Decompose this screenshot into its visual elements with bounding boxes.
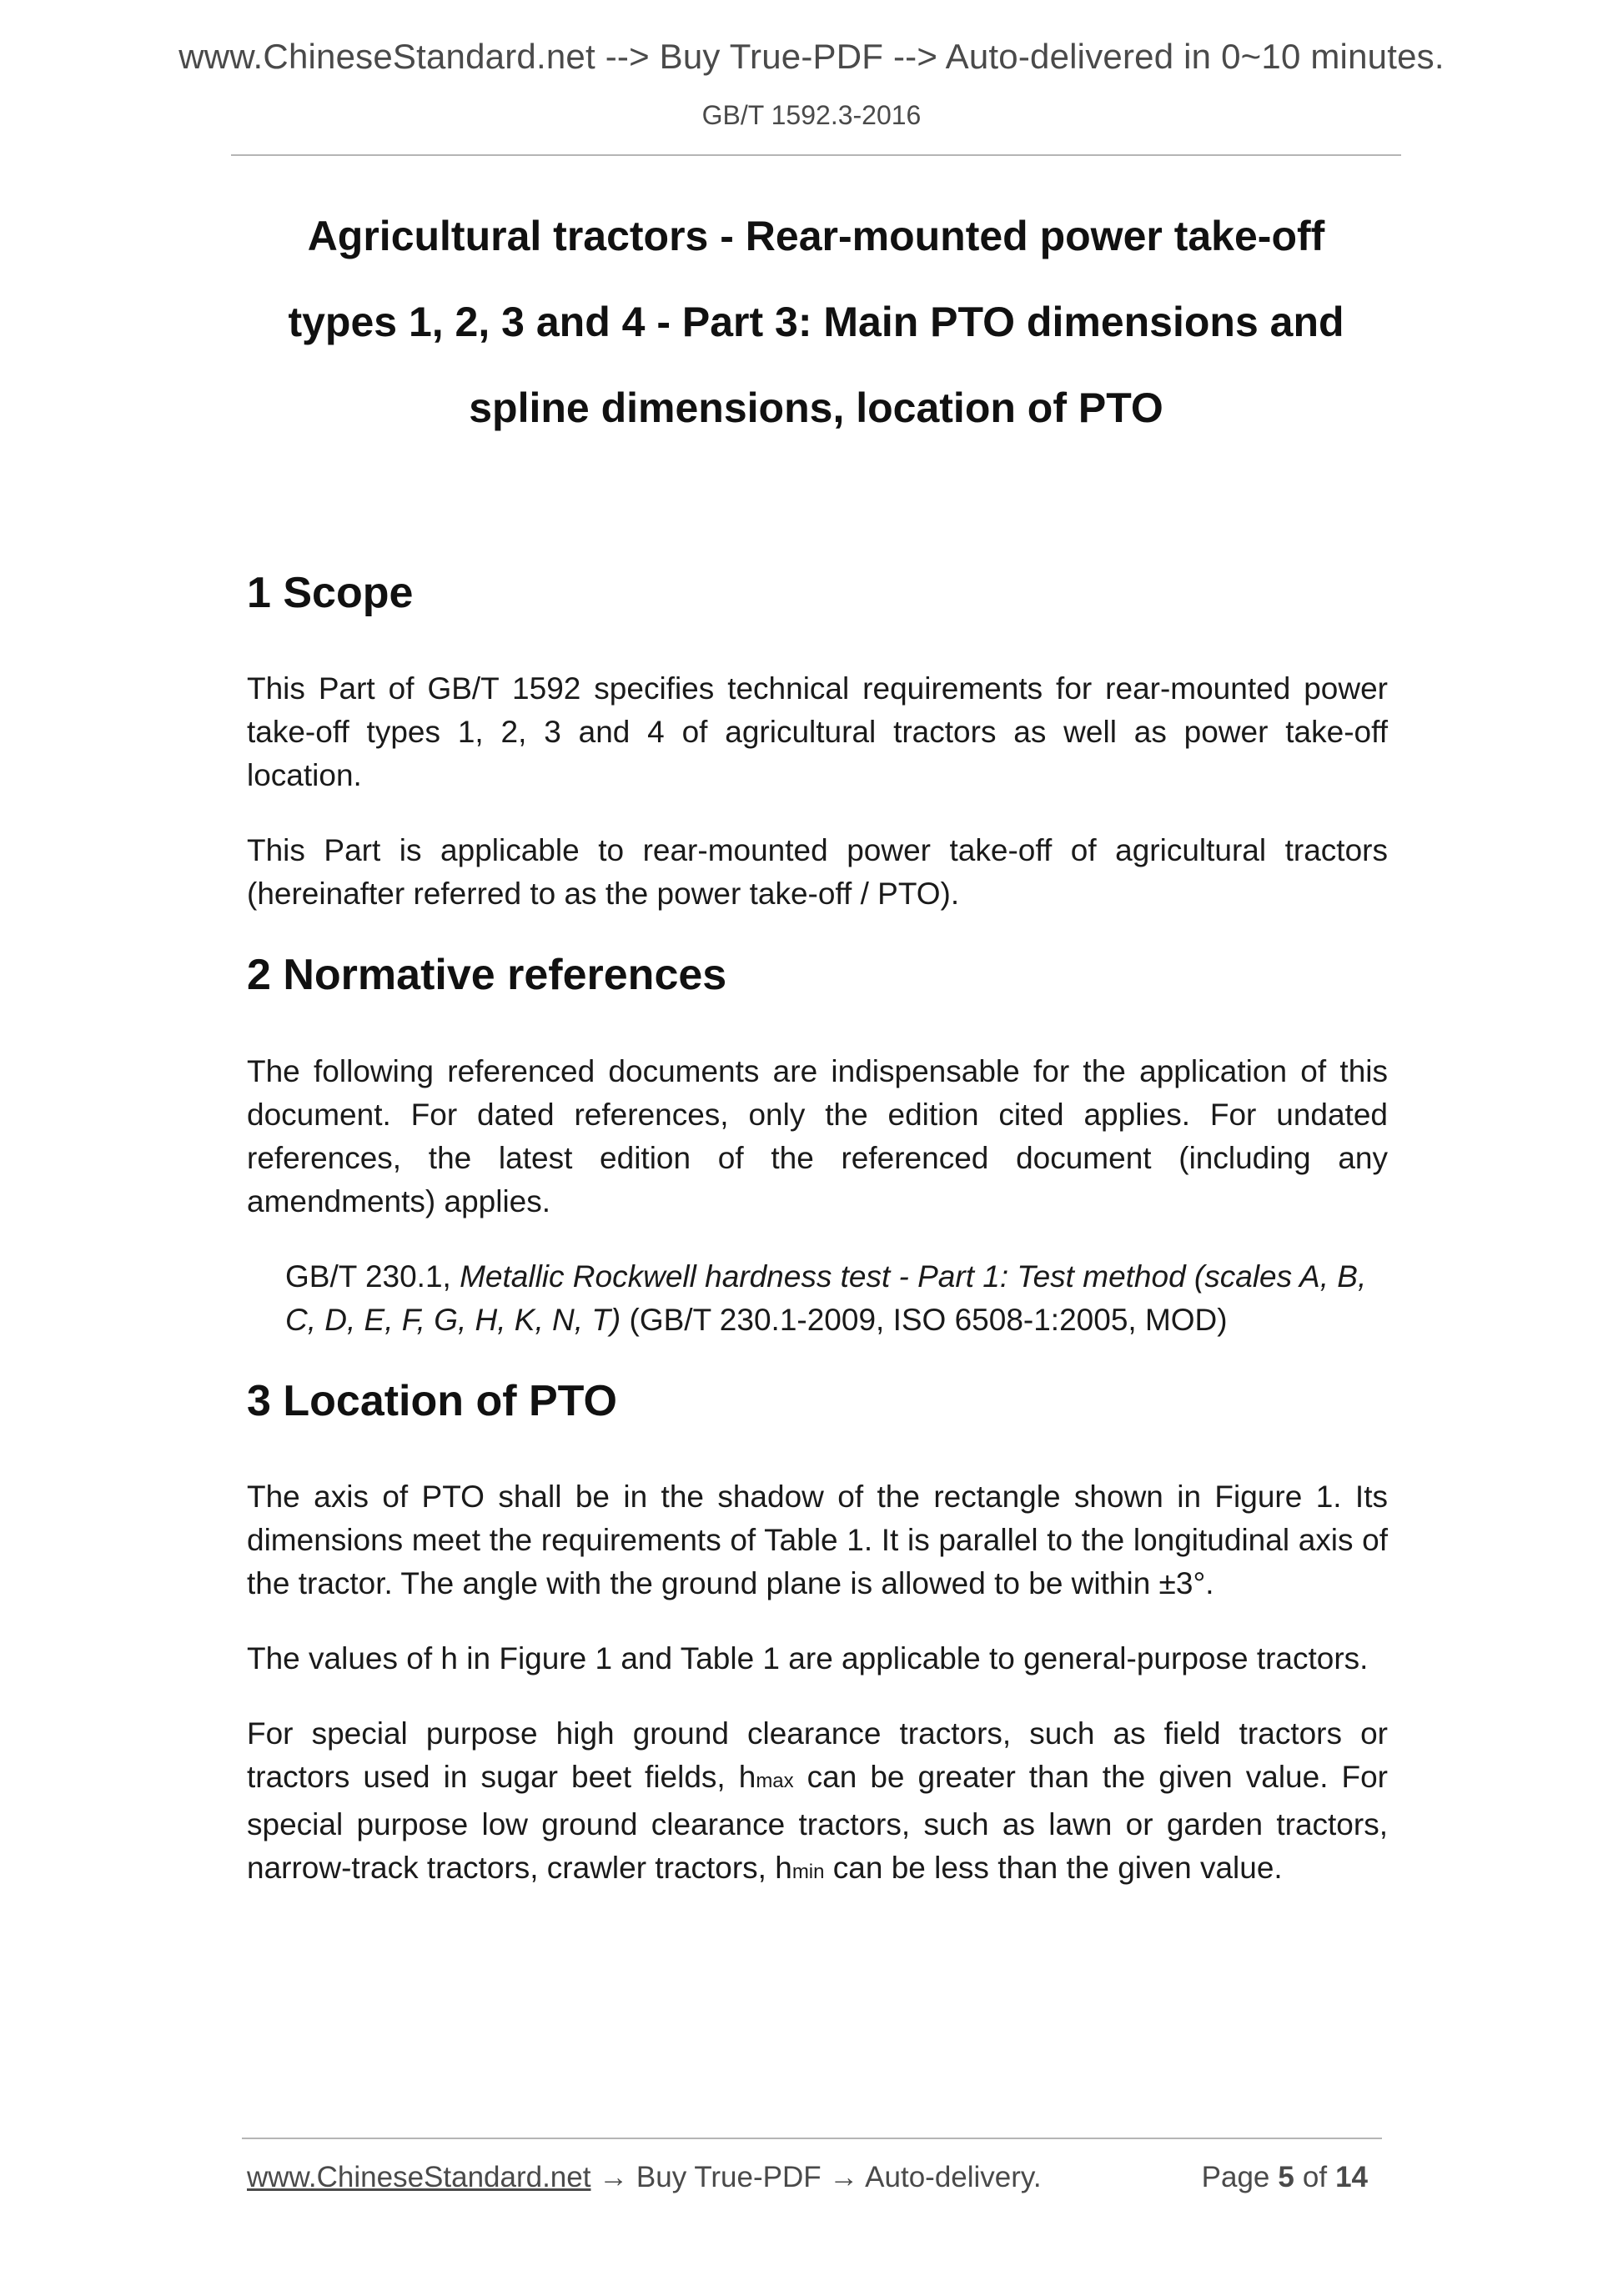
section-heading-location: 3 Location of PTO [247, 1376, 617, 1425]
document-title [231, 193, 1401, 451]
page-label: Page [1201, 2161, 1270, 2193]
section-heading-normative: 2 Normative references [247, 951, 727, 1000]
footer-promo [247, 2161, 1042, 2194]
location-p3-part-b: can be greater than the given value. For special purpose low ground clearance tractors, such as lawn or garden tractors, narrow-track tractors, crawler tractors, h [247, 1760, 1388, 1886]
location-paragraph-1: The axis of PTO shall be in the shadow of the rectangle shown in Figure 1. Its dimensions meet the requirements of Table 1. It is parallel to the longitudinal axis of the tractor. The angle with the ground plane is allowed to be within ±3°. [247, 1480, 1388, 1601]
scope-paragraph-2: This Part is applicable to rear-mounted power take-off of agricultural tractors (hereinafter referred to as the power take-off / PTO). [247, 833, 1388, 912]
location-p3-part-a: For special purpose high ground clearance tractors, such as field tractors or tractors used in sugar beet fields, h [247, 1716, 1388, 1795]
title-line-3: spline dimensions, location of PTO [469, 384, 1163, 431]
h-min-subscript: min [791, 1861, 825, 1884]
header-banner: www.ChineseStandard.net --> Buy True-PDF --> Auto-delivered in 0~10 minutes. [178, 37, 1445, 76]
footer-site-link[interactable]: www.ChineseStandard.net [247, 2161, 591, 2193]
h-max-subscript: max [756, 1770, 794, 1793]
scope-paragraph-1: This Part of GB/T 1592 specifies technical requirements for rear-mounted power take-off types 1, 2, 3 and 4 of agricultural tractors as well as power take-off location. [247, 671, 1388, 793]
reference-title: Metallic Rockwell hardness test - Part 1: Test method (scales A, B, C, D, E, F, G, H, K, N, T) [285, 1259, 1367, 1337]
reference-tail: (GB/T 230.1-2009, ISO 6508-1:2005, MOD) [621, 1302, 1228, 1337]
normative-paragraph-1: The following referenced documents are indispensable for the application of this document. For dated references, only the edition cited applies. For undated references, the latest edition of the referenced document (including any amendments) applies. [247, 1053, 1388, 1218]
title-line-2: types 1, 2, 3 and 4 - Part 3: Main PTO dimensions and [288, 299, 1344, 345]
footer-promo-text: → Buy True-PDF → Auto-delivery. [590, 2161, 1042, 2193]
location-paragraph-3 [247, 1712, 1388, 1894]
title-line-1: Agricultural tractors - Rear-mounted power take-off [307, 213, 1325, 259]
location-p3-part-c: can be less than the given value. [824, 1851, 1283, 1886]
standard-code: GB/T 1592.3-2016 [701, 100, 922, 130]
footer-divider [242, 2138, 1382, 2139]
page-current: 5 [1278, 2161, 1294, 2193]
reference-code: GB/T 230.1, [285, 1259, 460, 1294]
document-body [247, 567, 1388, 1894]
section-heading-scope: 1 Scope [247, 569, 414, 617]
page-total: 14 [1335, 2161, 1368, 2193]
header-divider [231, 154, 1401, 156]
page-of-label: of [1302, 2161, 1328, 2193]
normative-reference-item [285, 1255, 1388, 1342]
location-paragraph-2: The values of h in Figure 1 and Table 1 are applicable to general-purpose tractors. [247, 1641, 1369, 1676]
page-indicator [1202, 2161, 1376, 2194]
